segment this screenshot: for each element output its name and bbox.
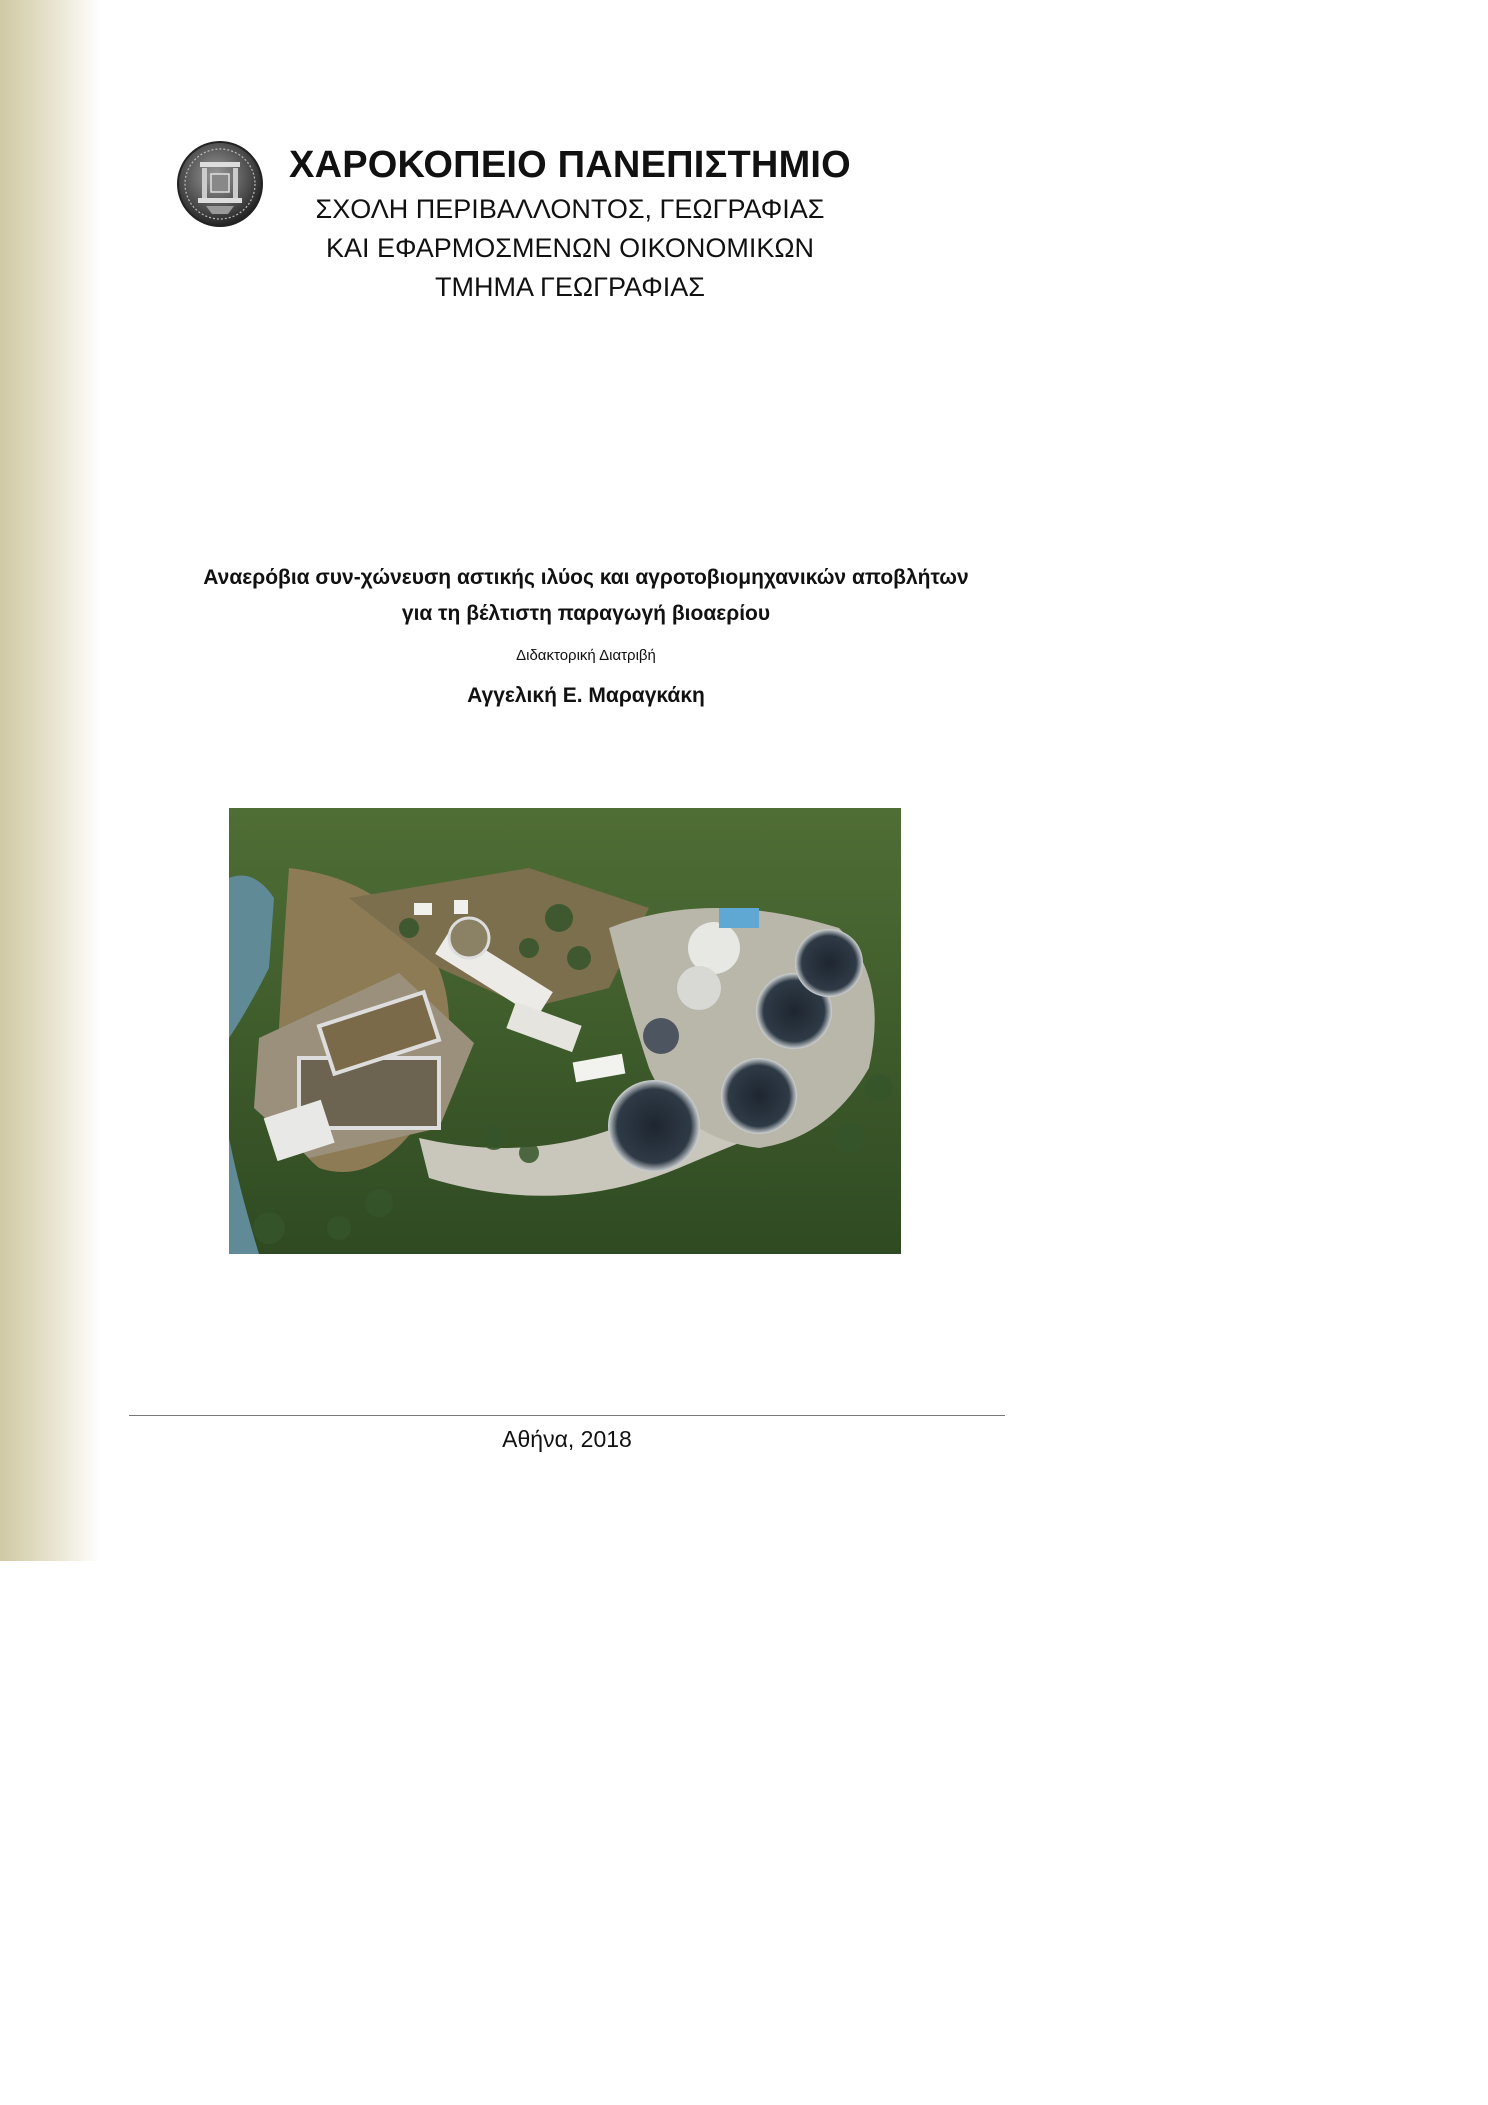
department-name: ΤΜΗΜΑ ΓΕΩΓΡΑΦΙΑΣ xyxy=(435,272,705,302)
page-edge-strip xyxy=(0,0,100,1561)
school-name-line-1: ΣΧΟΛΗ ΠΕΡΙΒΑΛΛΟΝΤΟΣ, ΓΕΩΓΡΑΦΙΑΣ xyxy=(315,194,825,224)
thesis-type: Διδακτορική Διατριβή xyxy=(516,647,656,664)
treatment-plant-aerial-photo xyxy=(229,808,901,1254)
thesis-title-line-2: για τη βέλτιστη παραγωγή βιοαερίου xyxy=(401,602,771,625)
thesis-author: Αγγελική Ε. Μαραγκάκη xyxy=(467,684,705,707)
thesis-title-block xyxy=(120,560,1052,712)
thesis-title-line-1: Αναερόβια συν-χώνευση αστικής ιλύος και αγροτοβιομηχανικών αποβλήτων xyxy=(203,566,969,589)
place-and-date: Αθήνα, 2018 xyxy=(502,1426,632,1452)
header-text xyxy=(270,140,870,307)
school-name-line-2: ΚΑΙ ΕΦΑΡΜΟΣΜΕΝΩΝ ΟΙΚΟΝΟΜΙΚΩΝ xyxy=(325,233,815,263)
footer-divider xyxy=(129,1415,1005,1416)
university-name: ΧΑΡΟΚΟΠΕΙΟ ΠΑΝΕΠΙΣΤΗΜΙΟ xyxy=(289,144,851,186)
university-seal-icon xyxy=(176,140,264,228)
university-header xyxy=(176,140,996,320)
